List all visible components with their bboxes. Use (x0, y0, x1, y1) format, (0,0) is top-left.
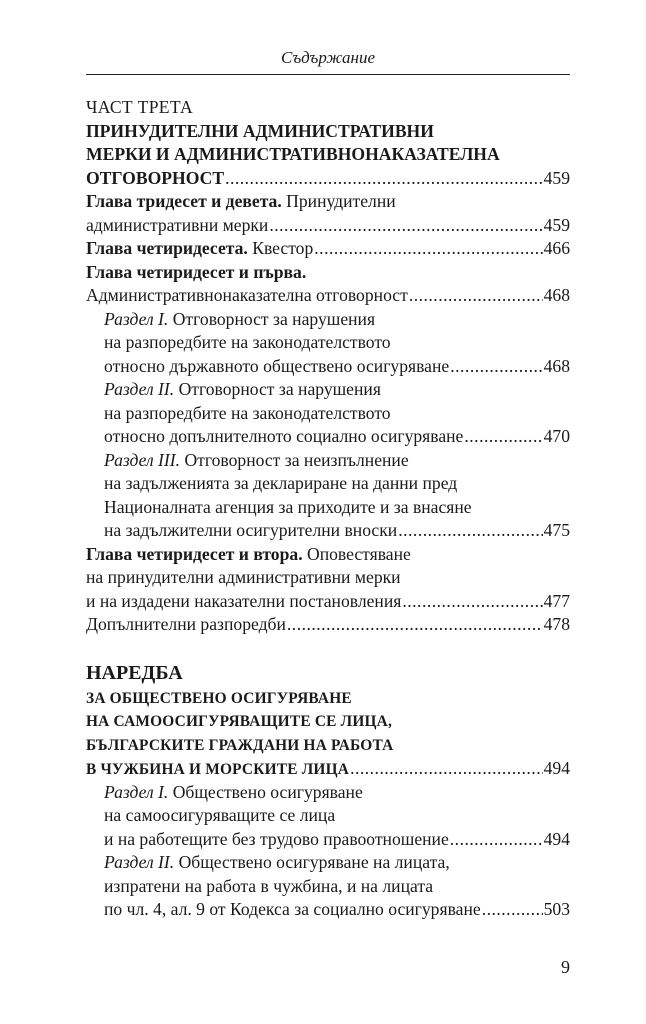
dot-leader (464, 425, 542, 449)
section-1-label: Раздел I. (104, 308, 169, 329)
section-gap (86, 637, 570, 660)
chapter-39-title: Принудителни (281, 191, 396, 211)
chapter-42-line-2: на принудителни административни мерки (86, 567, 401, 587)
page-number: 503 (543, 899, 570, 919)
page-number: 478 (543, 614, 570, 634)
ordinance-section-1-line-3: и на работещите без трудово правоотношение (104, 828, 449, 849)
page-number: 459 (543, 214, 570, 235)
ordinance-title-line-2: НА САМООСИГУРЯВАЩИТЕ СЕ ЛИЦА, (86, 713, 393, 730)
section-3-line-4: на задължителни осигурителни вноски (104, 520, 398, 540)
page-number: 466 (543, 238, 570, 258)
toc-entry-section-1[interactable] (86, 355, 570, 379)
toc-entry-chapter-39[interactable] (86, 214, 570, 238)
chapter-40-label: Глава четиридесета. (86, 238, 248, 258)
dot-leader (269, 214, 542, 238)
section-2-heading (86, 378, 570, 402)
section-3-title: Отговорност за неизпълнение (180, 449, 409, 470)
ordinance-section-2-label: Раздел II. (104, 852, 175, 872)
page-number: 459 (543, 167, 570, 188)
part-title-line-3: ОТГОВОРНОСТ (86, 167, 225, 188)
toc-entry-section-2[interactable] (86, 425, 570, 449)
table-of-contents (86, 96, 570, 922)
ordinance-section-1-line-2: на самоосигуряващите се лица (104, 805, 336, 825)
section-3-heading (86, 449, 570, 473)
chapter-40-title: Квестор (247, 238, 314, 258)
ordinance-section-2-line-2: изпратени на работа в чужбина, и на лицата (104, 875, 434, 896)
chapter-42-heading (86, 543, 570, 567)
dot-leader (409, 284, 543, 308)
toc-entry-ordinance-section-2[interactable] (86, 898, 570, 922)
page-number: 494 (543, 828, 570, 849)
page-number: 468 (543, 285, 570, 305)
ordinance-section-2-title: Обществено осигуряване на лицата, (174, 852, 450, 872)
ordinance-title-line-4: В ЧУЖБИНА И МОРСКИТЕ ЛИЦА (86, 761, 350, 778)
chapter-42-line-3: и на издадени наказателни постановления (86, 590, 402, 611)
dot-leader (314, 237, 542, 261)
dot-leader (287, 613, 543, 637)
section-1-line-2: на разпоредбите на законодателството (104, 332, 391, 352)
chapter-42-title: Оповестяване (302, 543, 411, 564)
page-folio: 9 (561, 957, 570, 977)
toc-entry-chapter-40[interactable] (86, 237, 570, 261)
page-number: 494 (543, 758, 570, 778)
toc-entry-chapter-42[interactable] (86, 590, 570, 614)
ordinance-title-line-3: БЪЛГАРСКИТЕ ГРАЖДАНИ НА РАБОТА (86, 736, 394, 754)
ordinance-section-1-title: Обществено осигуряване (168, 781, 363, 802)
chapter-41-title: Административнонаказателна отговорност (86, 285, 408, 305)
section-2-line-2: на разпоредбите на законодателството (104, 402, 391, 423)
section-2-label: Раздел II. (104, 379, 175, 399)
toc-entry-chapter-41[interactable] (86, 284, 570, 308)
toc-entry-ordinance-section-1[interactable] (86, 828, 570, 852)
chapter-42-label: Глава четиридесет и втора. (86, 543, 303, 564)
section-2-title: Отговорност за нарушения (174, 379, 381, 399)
toc-entry-supplementary[interactable] (86, 613, 570, 637)
section-1-title: Отговорност за нарушения (168, 308, 376, 329)
ordinance-label: НАРЕДБА (86, 661, 183, 684)
dot-leader (402, 590, 542, 614)
header-rule (86, 74, 570, 75)
running-header: Съдържание (280, 48, 375, 67)
section-1-line-3: относно държавното обществено осигуряване (104, 355, 450, 376)
section-1-heading (86, 308, 570, 332)
toc-entry-section-3[interactable] (86, 519, 570, 543)
section-3-line-2: на задълженията за деклариране на данни пред (104, 473, 458, 493)
toc-entry-ordinance[interactable] (86, 757, 570, 781)
part-title-line-2: МЕРКИ И АДМИНИСТРАТИВНОНАКАЗАТЕЛНА (86, 144, 500, 164)
dot-leader (225, 167, 543, 191)
toc-entry-part-three[interactable] (86, 167, 570, 191)
page-number: 477 (543, 590, 570, 611)
section-2-line-3: относно допълнителното социално осигуряване (104, 426, 464, 446)
dot-leader (350, 757, 543, 781)
page-number: 475 (543, 520, 570, 540)
part-label: ЧАСТ ТРЕТА (86, 97, 193, 117)
section-3-line-3: Националната агенция за приходите и за внасяне (104, 496, 472, 517)
chapter-39-label: Глава тридесет и девета. (86, 191, 282, 211)
supplementary-title: Допълнителни разпоредби (86, 614, 286, 634)
chapter-41-label: Глава четиридесет и първа. (86, 261, 307, 282)
page-number: 468 (543, 355, 570, 376)
dot-leader (450, 828, 543, 852)
ordinance-section-2-heading (86, 851, 570, 875)
chapter-39-heading (86, 190, 570, 214)
dot-leader (482, 898, 543, 922)
part-title-line-1: ПРИНУДИТЕЛНИ АДМИНИСТРАТИВНИ (86, 120, 434, 141)
dot-leader (398, 519, 542, 543)
chapter-39-title-cont: административни мерки (86, 214, 269, 235)
dot-leader (450, 355, 542, 379)
ordinance-title-line-1: ЗА ОБЩЕСТВЕНО ОСИГУРЯВАНЕ (86, 689, 352, 707)
page-number: 470 (543, 426, 570, 446)
ordinance-section-1-heading (86, 781, 570, 805)
ordinance-section-1-label: Раздел I. (104, 781, 169, 802)
section-3-label: Раздел III. (104, 449, 181, 470)
ordinance-section-2-line-3: по чл. 4, ал. 9 от Кодекса за социално осигуряване (104, 899, 481, 919)
